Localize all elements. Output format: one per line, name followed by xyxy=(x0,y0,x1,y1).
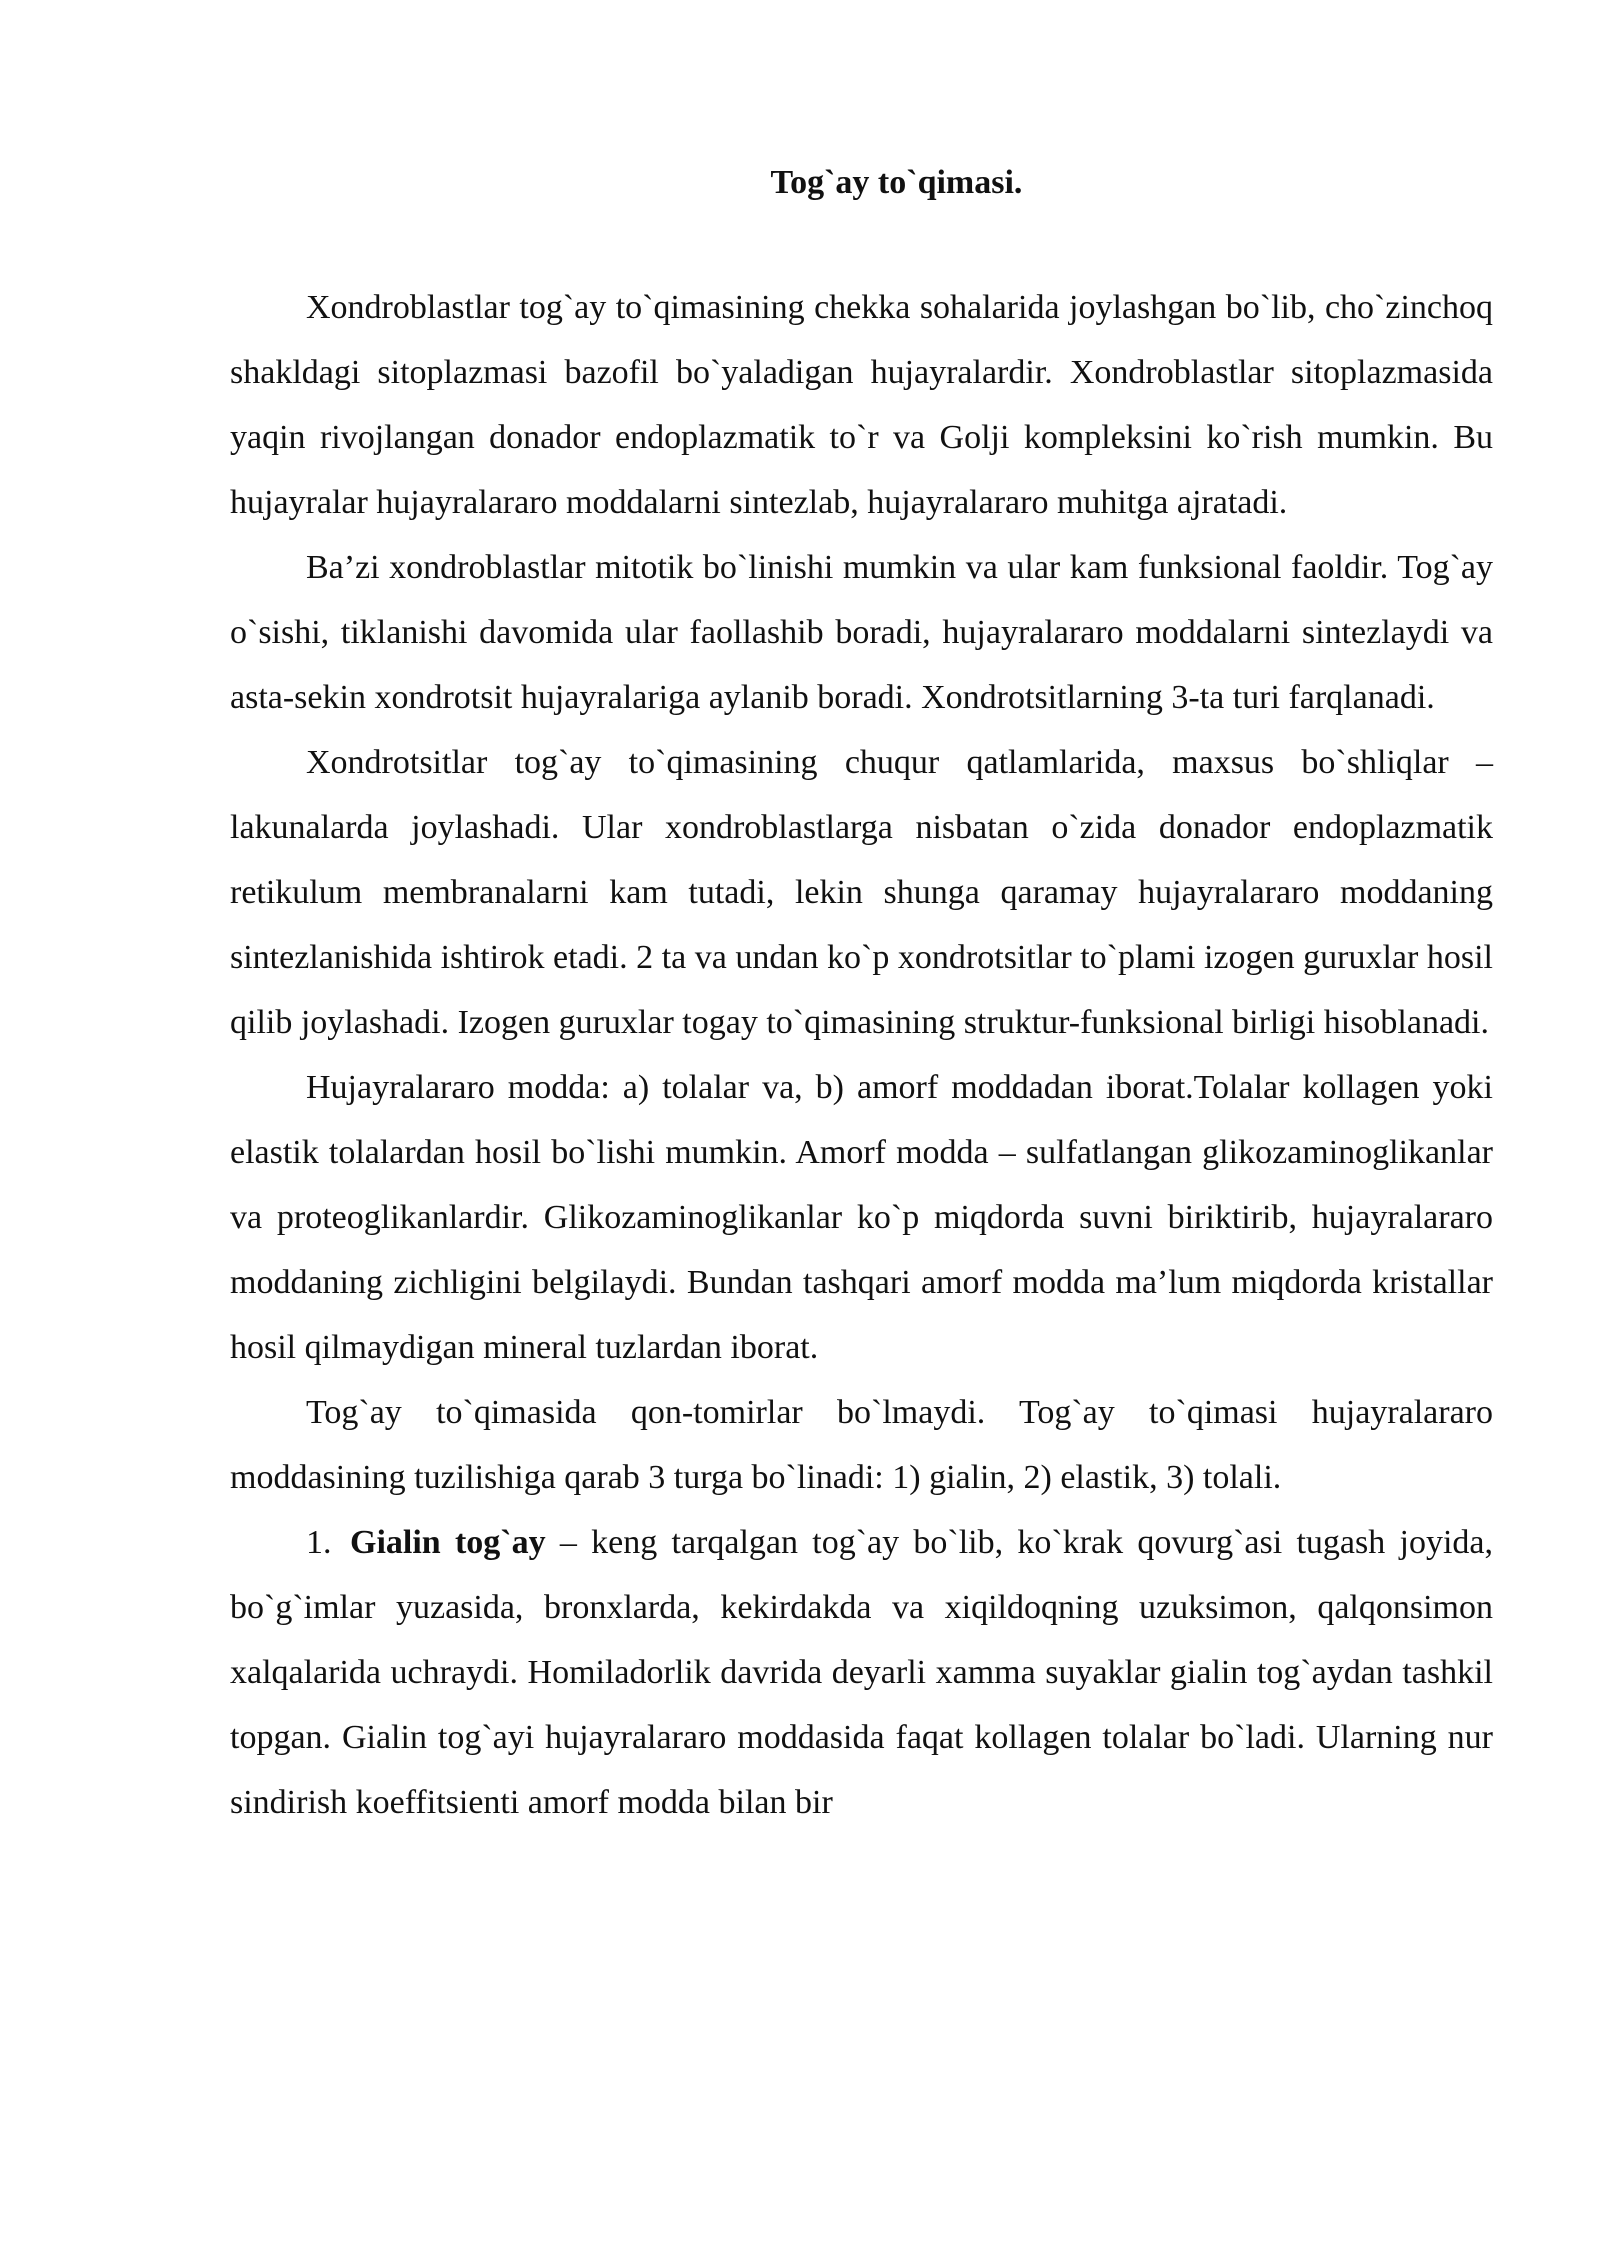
paragraph-hujayralararo-modda: Hujayralararo modda: a) tolalar va, b) amorf moddadan iborat.Tolalar kollagen yoki elastik tolalardan hosil bo`lishi mumkin. Amorf modda – sulfatlangan glikozaminoglikanlar va proteoglikanlardir. Glikozaminoglikanlar ko`p miqdorda suvni biriktirib, hujayralararo moddaning zichligini belgilaydi. Bundan tashqari amorf modda ma’lum miqdorda kristallar hosil qilmaydigan mineral tuzlardan iborat. xyxy=(230,1069,1493,1366)
list-item-text: – keng tarqalgan tog`ay bo`lib, ko`krak qovurg`asi tugash joyida, bo`g`imlar yuzasida, bronxlarda, kekirdakda va xiqildoqning uzuksimon, qalqonsimon xalqalarida uchraydi. Homiladorlik davrida deyarli xamma suyaklar gialin tog`aydan tashkil topgan. Gialin tog`ayi hujayralararo moddasida faqat kollagen tolalar bo`ladi. Ularning nur sindirish koeffitsienti amorf modda bilan bir xyxy=(230,1524,1493,1821)
list-item-term: Gialin tog`ay xyxy=(350,1524,546,1561)
list-item-number: 1. xyxy=(306,1524,332,1561)
document-title: Tog`ay to`qimasi. xyxy=(770,164,1023,201)
document-page xyxy=(230,150,1493,1835)
paragraph-xondrotsitlar: Xondrotsitlar tog`ay to`qimasining chuqur qatlamlarida, maxsus bo`shliqlar – lakunalarda joylashadi. Ular xondroblastlarga nisbatan o`zida donador endoplazmatik retikulum membranalarni kam tutadi, lekin shunga qaramay hujayralararo moddaning sintezlanishida ishtirok etadi. 2 ta va undan ko`p xondrotsitlar to`plami izogen guruxlar hosil qilib joylashadi. Izogen guruxlar togay to`qimasining struktur-funksional birligi hisoblanadi. xyxy=(230,744,1493,1041)
paragraph-qon-tomirlar: Tog`ay to`qimasida qon-tomirlar bo`lmaydi. Tog`ay to`qimasi hujayralararo moddasining tuzilishiga qarab 3 turga bo`linadi: 1) gialin, 2) elastik, 3) tolali. xyxy=(230,1394,1493,1496)
paragraph-xondroblastlar: Xondroblastlar tog`ay to`qimasining chekka sohalarida joylashgan bo`lib, cho`zinchoq shakldagi sitoplazmasi bazofil bo`yaladigan hujayralardir. Xondroblastlar sitoplazmasida yaqin rivojlangan donador endoplazmatik to`r va Golji kompleksini ko`rish mumkin. Bu hujayralar hujayralararo moddalarni sintezlab, hujayralararo muhitga ajratadi. xyxy=(230,289,1493,521)
list-item-gialin xyxy=(230,1510,1493,1835)
paragraph-bazi-xondroblastlar: Ba’zi xondroblastlar mitotik bo`linishi mumkin va ular kam funksional faoldir. Tog`ay o`sishi, tiklanishi davomida ular faollashib boradi, hujayralararo moddalarni sintezlaydi va asta-sekin xondrotsit hujayralariga aylanib boradi. Xondrotsitlarning 3-ta turi farqlanadi. xyxy=(230,549,1493,716)
